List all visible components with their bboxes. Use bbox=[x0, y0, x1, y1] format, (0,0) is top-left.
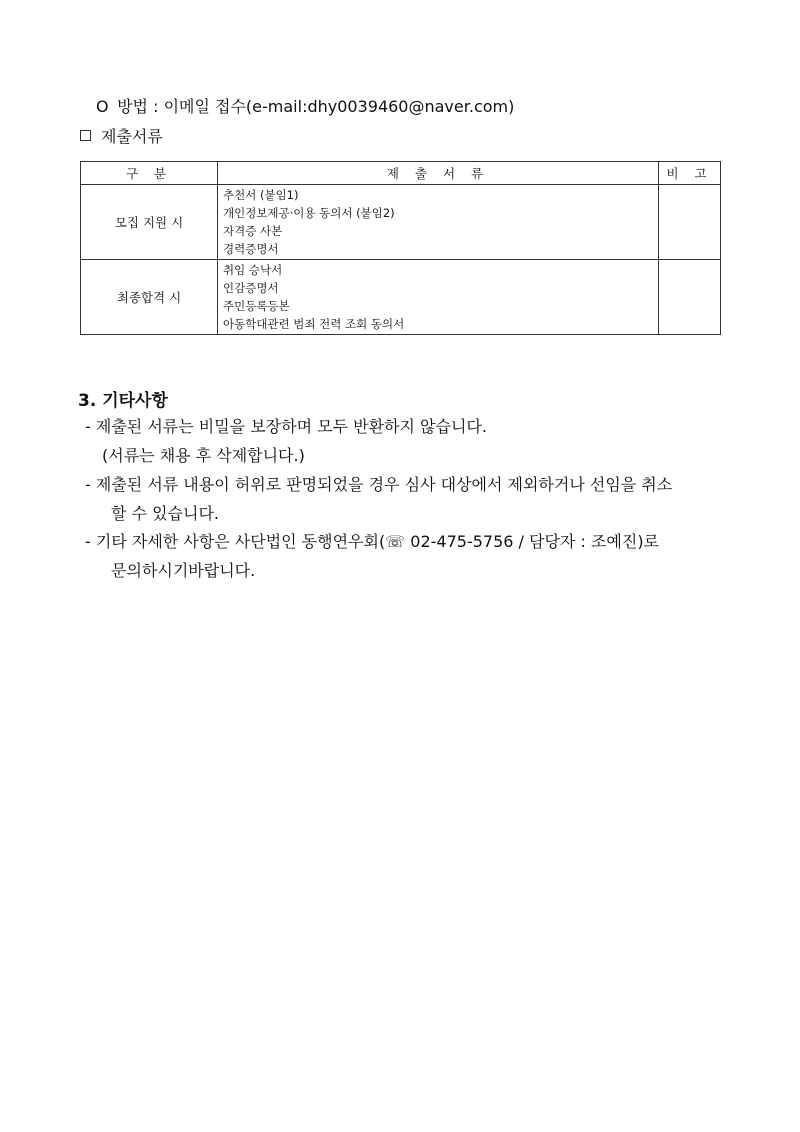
etc-item-line: - 기타 자세한 사항은 사단법인 동행연우회(☏ 02-475-5756 / 담당자 : 조예진)로 bbox=[85, 532, 660, 551]
row-category: 모집 지원 시 bbox=[81, 185, 218, 260]
document-item: 자격증 사본 bbox=[223, 224, 283, 238]
document-item: 추천서 (붙임1) bbox=[223, 188, 299, 202]
document-item: 아동학대관련 범죄 전력 조회 동의서 bbox=[223, 317, 405, 331]
header-remarks: 비 고 bbox=[659, 162, 721, 185]
header-category: 구 분 bbox=[81, 162, 218, 185]
documents-heading bbox=[80, 124, 163, 147]
etc-item-continuation: (서류는 채용 후 삭제합니다.) bbox=[102, 446, 305, 465]
table-row bbox=[81, 260, 721, 335]
document-item: 개인정보제공·이용 동의서 (붙임2) bbox=[223, 206, 395, 220]
row-note bbox=[659, 260, 721, 335]
application-method bbox=[96, 94, 514, 117]
etc-item-continuation: 할 수 있습니다. bbox=[111, 504, 219, 523]
header-documents: 제 출 서 류 bbox=[218, 162, 659, 185]
document-item: 주민등록등본 bbox=[223, 299, 290, 313]
document-item: 경력증명서 bbox=[223, 242, 279, 256]
documents-table bbox=[80, 161, 721, 335]
etc-item-line: - 제출된 서류 내용이 허위로 판명되었을 경우 심사 대상에서 제외하거나 선임을 취소 bbox=[85, 475, 673, 494]
circle-bullet: O bbox=[96, 97, 109, 116]
row-items bbox=[218, 185, 659, 260]
documents-title: 제출서류 bbox=[101, 127, 163, 146]
document-item: 취임 승낙서 bbox=[223, 263, 283, 277]
section-title-etc: 3. 기타사항 bbox=[78, 391, 168, 411]
document-item: 인감증명서 bbox=[223, 281, 279, 295]
square-bullet-icon bbox=[80, 130, 91, 141]
row-note bbox=[659, 185, 721, 260]
row-items bbox=[218, 260, 659, 335]
etc-item-continuation: 문의하시기바랍니다. bbox=[111, 561, 256, 580]
etc-item-line: - 제출된 서류는 비밀을 보장하며 모두 반환하지 않습니다. bbox=[85, 417, 487, 436]
row-category: 최종합격 시 bbox=[81, 260, 218, 335]
table-header-row bbox=[81, 162, 721, 185]
table-row bbox=[81, 185, 721, 260]
method-text: 방법 : 이메일 접수(e-mail:dhy0039460@naver.com) bbox=[117, 97, 515, 116]
